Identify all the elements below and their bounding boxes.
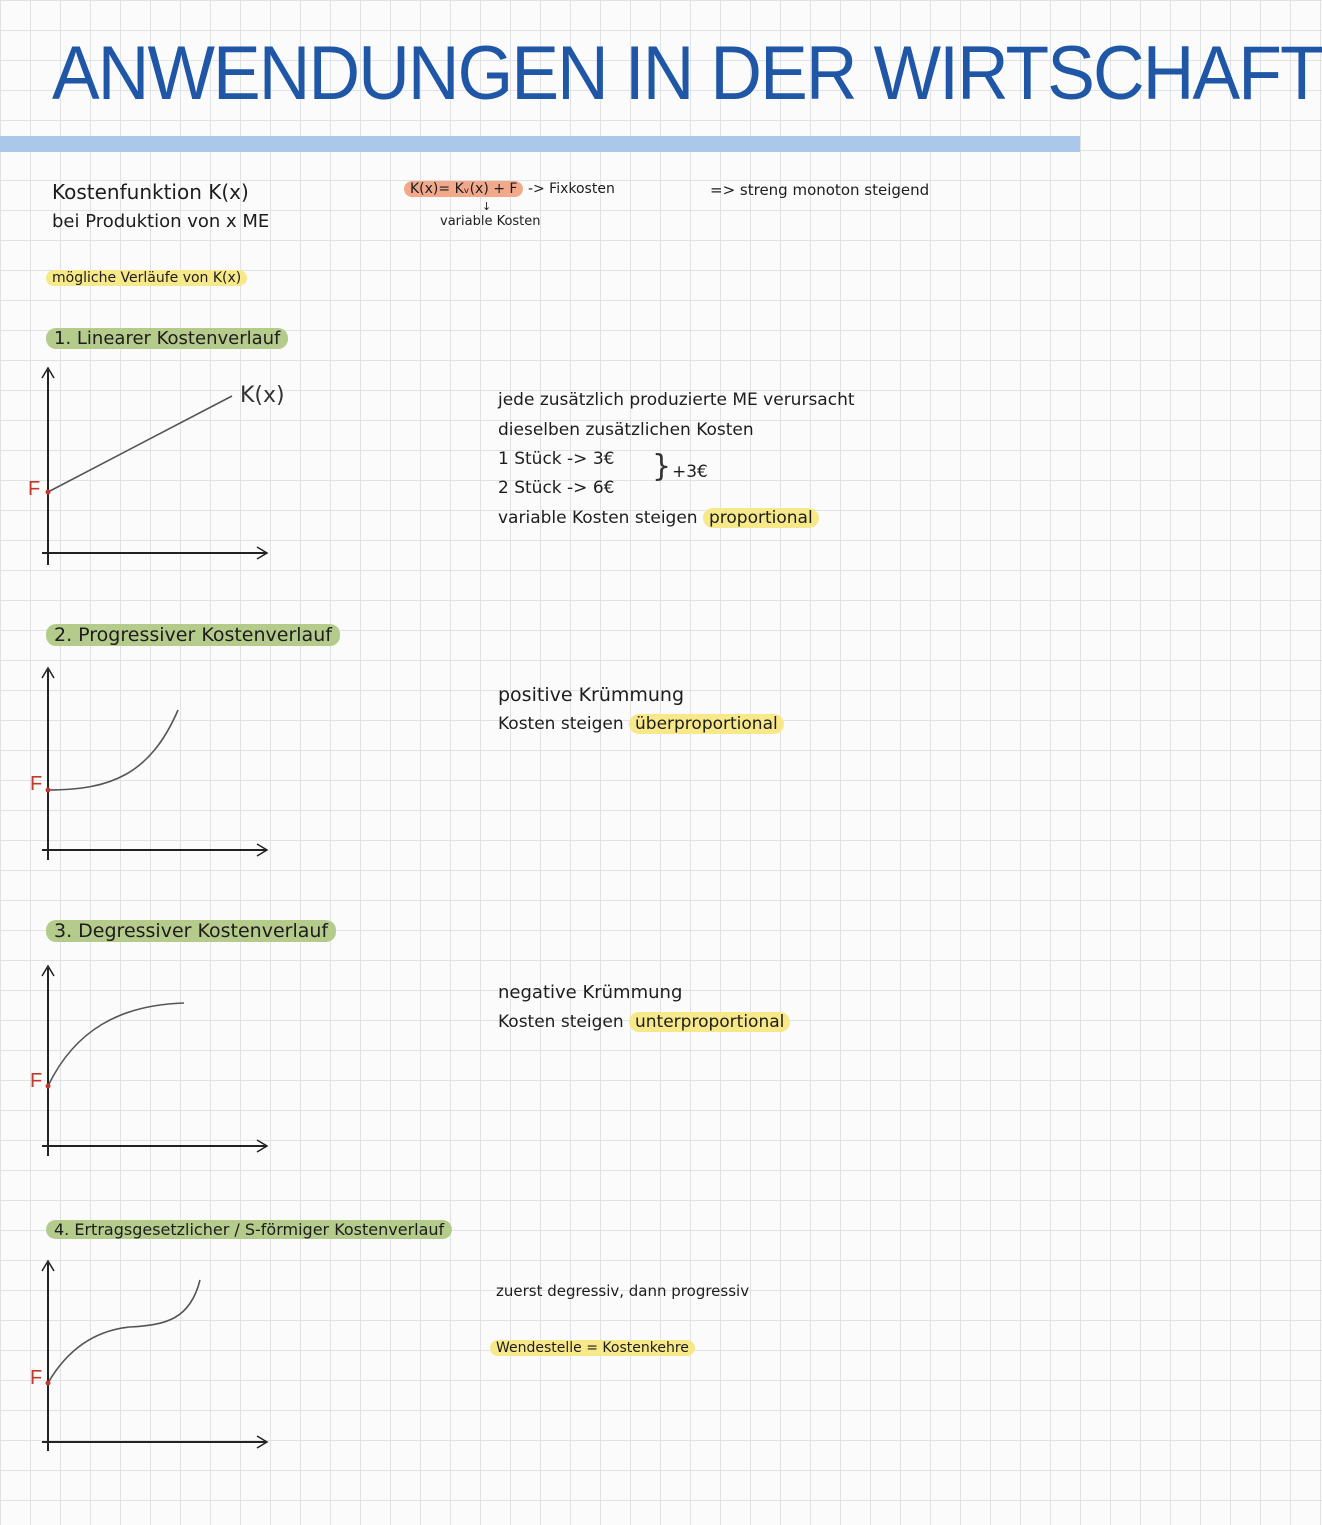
fixed-cost-point [46, 1084, 51, 1089]
production-label: bei Produktion von x ME [52, 211, 270, 232]
f-label-1: F [28, 478, 41, 500]
f-label-2: F [30, 773, 43, 795]
section-2-heading: 2. Progressiver Kostenverlauf [46, 624, 340, 646]
curve-label: K(x) [240, 383, 285, 408]
note-line: variable Kosten steigen proportional [498, 508, 819, 528]
note-line: dieselben zusätzlichen Kosten [498, 420, 754, 440]
monotonic-note: => streng monoton steigend [710, 181, 930, 199]
note-line: positive Krümmung [498, 684, 685, 706]
note-line: 1 Stück -> 3€ [498, 449, 615, 469]
note-line: 2 Stück -> 6€ [498, 478, 615, 498]
section-3-heading: 3. Degressiver Kostenverlauf [46, 920, 336, 942]
formula-arrow: -> Fixkosten [527, 181, 615, 197]
linear-curve [48, 396, 232, 492]
fixed-cost-point [46, 490, 51, 495]
note-line: negative Krümmung [498, 982, 683, 1003]
degressive-graph [30, 960, 280, 1160]
inflection-note: Wendestelle = Kostenkehre [490, 1340, 695, 1356]
title-underline [0, 136, 1080, 152]
cost-function-label: Kostenfunktion K(x) [52, 180, 249, 204]
fixed-cost-point [46, 788, 51, 793]
f-label-3: F [30, 1070, 43, 1092]
f-label-4: F [30, 1367, 43, 1389]
degressive-curve [48, 1003, 184, 1086]
section-4-heading: 4. Ertragsgesetzlicher / S-förmiger Kostenverlauf [46, 1220, 452, 1239]
down-arrow-icon: ↓ [482, 200, 492, 213]
brace-icon: } [652, 449, 672, 484]
progressive-curve [48, 710, 178, 790]
note-line: jede zusätzlich produzierte ME verursacht [498, 390, 855, 410]
section-1-heading: 1. Linearer Kostenverlauf [46, 328, 288, 349]
fixed-cost-point [46, 1381, 51, 1386]
page-title: ANWENDUNGEN IN DER WIRTSCHAFT [52, 31, 1322, 116]
possible-curves-label: mögliche Verläufe von K(x) [46, 270, 247, 286]
note-line: Kosten steigen überproportional [498, 714, 784, 734]
note-line: Kosten steigen unterproportional [498, 1012, 790, 1032]
s-shaped-curve [48, 1280, 200, 1383]
s-shaped-graph [30, 1255, 280, 1455]
formula: K(x)= Kᵥ(x) + F [404, 181, 523, 197]
formula-row [404, 181, 615, 197]
progressive-graph [30, 660, 280, 865]
note-line: zuerst degressiv, dann progressiv [496, 1282, 750, 1300]
difference-label: +3€ [672, 462, 708, 482]
variable-costs-label: variable Kosten [440, 214, 541, 229]
